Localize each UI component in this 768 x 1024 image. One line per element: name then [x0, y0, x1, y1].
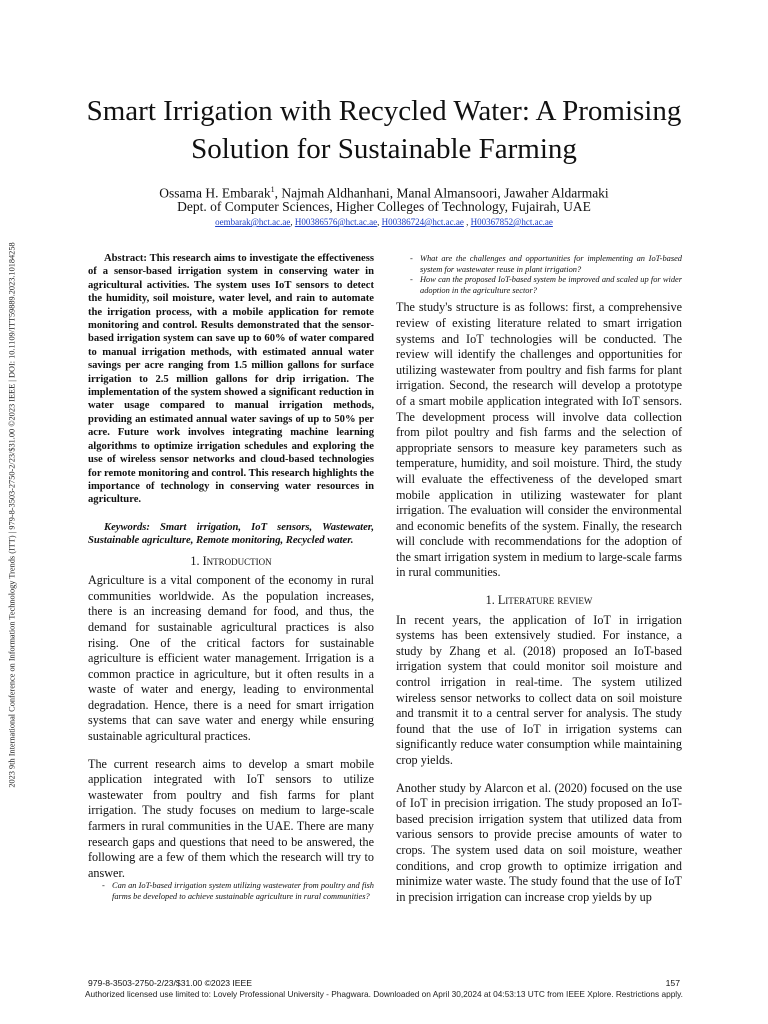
intro-paragraph-2: The current research aims to develop a smart mobile application integrated with IoT sensors to utilize wastewater from poultry and fish farms for plant irrigation. The study focuses on medium to large-scale farmers in rural communities in the UAE. There are many research gaps and questions that need to be answered, the following are a few of them which the research will try to answer. [88, 756, 374, 880]
license-notice: Authorized licensed use limited to: Lovely Professional University - Phagwara. Downloaded on April 30,2024 at 04:53:13 UTC from IEEE Xplore. Restrictions apply. [85, 989, 683, 999]
list-item: - What are the challenges and opportunities for implementing an IoT-based system for wastewater reuse in plant irrigation? [410, 254, 682, 274]
paper-title: Smart Irrigation with Recycled Water: A Promising Solution for Sustainable Farming [86, 95, 682, 165]
list-item: - Can an IoT-based irrigation system utilizing wastewater from poultry and fish farms be developed to achieve sustainable agriculture in rural communities? [102, 881, 374, 901]
abstract: Abstract: This research aims to investigate the effectiveness of a sensor-based irrigation system in conserving water in agricultural activities. The system uses IoT sensors to detect the humidity, soil moisture, water level, and rain to automate the irrigation process, with a mobile application for remote monitoring and control. Results demonstrated that the sensor-based irrigation system can save up to 60% of water compared to manual irrigation methods, with estimated annual water savings per acre ranging from 1.5 million gallons for surface irrigation to 2.5 million gallons for drip irrigation. The implementation of the system showed a significant reduction in water usage compared to manual irrigation methods, providing an estimated annual water savings of up to 50% per acre. Future work involves integrating machine learning algorithms to optimize irrigation schedules and exploring the use of wireless sensor networks and cloud-based technologies for remote monitoring and control. This research highlights the importance of technology in conserving water resources in agriculture. [88, 253, 374, 506]
side-doi-note: 2023 9th International Conference on Information Technology Trends (ITT) | 979-8-3503-2750-2/23/$31.00 ©2023 IEEE | DOI: 10.1109/ITT59889.2023.10184258 [7, 242, 17, 788]
intro-paragraph-3: The study's structure is as follows: first, a comprehensive review of existing literature related to smart irrigation systems and IoT technologies will be conducted. The review will identify the challenges and opportunities for utilizing wastewater from poultry and fish farms for plant irrigation. Second, the research will develop a prototype of a smart mobile application integrated with IoT sensors. The development process will involve data collection from pilot poultry and fish farms and the selection of appropriate sensors to measure key parameters such as temperature, humidity, and soil moisture. Third, the study will evaluate the effectiveness of the developed smart mobile application in utilizing wastewater for plant irrigation. The evaluation will consider the environmental and economic benefits of the system. Finally, the research will conclude with recommendations for the adoption of the smart irrigation system in medium to large-scale farms in rural communities. [396, 300, 682, 580]
intro-heading: 1. Introduction [190, 553, 272, 568]
literature-paragraph-1: In recent years, the application of IoT in irrigation systems has been extensively studied. For instance, a study by Zhang et al. (2018) proposed an IoT-based irrigation system that could monitor soil moisture and control irrigation in real-time. The system utilized wireless sensor networks to collect data on soil moisture and transmit it to a central server for analysis. The study found that the use of IoT in irrigation systems can significantly reduce water consumption while maintaining crop yields. [396, 612, 682, 767]
left-column [88, 252, 374, 903]
affiliation: Dept. of Computer Sciences, Higher Colleges of Technology, Fujairah, UAE [177, 199, 591, 214]
right-column [396, 254, 682, 905]
list-item: - How can the proposed IoT-based system be improved and scaled up for wider adoption in the agriculture sector? [410, 275, 682, 295]
literature-paragraph-2: Another study by Alarcon et al. (2020) focused on the use of IoT in precision irrigation. The study proposed an IoT-based precision irrigation system that utilized data from various sensors to provide precise amounts of water to crops. The system used data on soil moisture, weather conditions, and crop growth to optimize irrigation and minimize water waste. The study found that the use of IoT in precision irrigation can increase crop yields by up [396, 780, 682, 904]
first-author: Ossama H. Embarak [159, 185, 271, 201]
email-link-1[interactable]: oembarak@hct.ac.ae [215, 217, 291, 227]
email-link-2[interactable]: H00386576@hct.ac.ae [294, 217, 378, 227]
research-questions [88, 881, 374, 902]
email-link-4[interactable]: H00367852@hct.ac.ae [470, 217, 553, 227]
research-questions-continued [396, 254, 682, 296]
email-link-3[interactable]: H00386724@hct.ac.ae [381, 217, 464, 227]
keywords: Keywords: Smart irrigation, IoT sensors, Wastewater, Sustainable agriculture, Remote monitoring, Recycled water. [88, 521, 374, 547]
other-authors: , Najmah Aldhanhani, Manal Almansoori, Jawaher Aldarmaki [274, 185, 609, 201]
page-number: 157 [665, 978, 680, 988]
author-superscript: 1 [270, 185, 275, 194]
footer-copyright: 979-8-3503-2750-2/23/$31.00 ©2023 IEEE [88, 978, 253, 988]
intro-paragraph-1: Agriculture is a vital component of the economy in rural communities worldwide. As the population increases, there is an increasing demand for food, and thus, the demand for sustainable agricultural practices is also rising. One of the critical factors for sustainable agriculture is efficient water management. Irrigation is a common practice in agriculture, but it often results in a waste of water and energy, leading to environmental degradation. Hence, there is a need for smart irrigation systems that can save water and energy while ensuring sustainable agricultural practices. [88, 573, 374, 744]
email-list: oembarak@hct.ac.ae, H00386576@hct.ac.ae, H00386724@hct.ac.ae , H00367852@hct.ac.ae [215, 217, 553, 227]
literature-heading: 1. Literature review [485, 593, 593, 608]
